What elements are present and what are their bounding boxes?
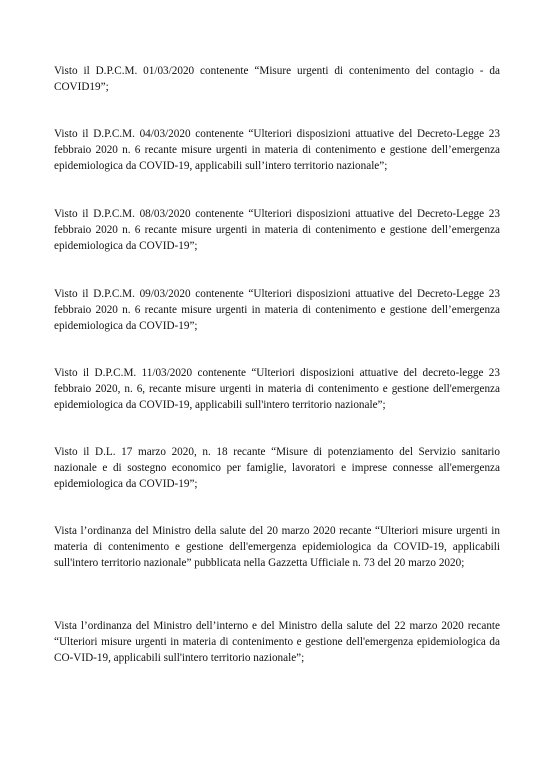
paragraph-dpcm-04-03-2020: Visto il D.P.C.M. 04/03/2020 contenente “Ulteriori disposizioni attuative del Decreto-Legge 23 febbraio 2020 n. 6 recante misure urgenti in materia di contenimento e gestione dell’emergenza epidemiologica da COVID-19, applicabili sull’intero territorio nazionale”; [54,128,500,172]
paragraph-ordinanza-20-03-2020: Vista l’ordinanza del Ministro della salute del 20 marzo 2020 recante “Ulteriori misure urgenti in materia di contenimento e gestione dell'emergenza epidemiologica da COVID-19, applicabili sull'intero territorio nazionale” pubblicata nella Gazzetta Ufficiale n. 73 del 20 marzo 2020; [54,525,500,569]
paragraph-dpcm-09-03-2020: Visto il D.P.C.M. 09/03/2020 contenente “Ulteriori disposizioni attuative del Decreto-Legge 23 febbraio 2020 n. 6 recante misure urgenti in materia di contenimento e gestione dell’emergenza epidemiologica da COVID-19”; [54,288,500,332]
paragraph-dl-17-03-2020: Visto il D.L. 17 marzo 2020, n. 18 recante “Misure di potenziamento del Servizio sanitario nazionale e di sostegno economico per famiglie, lavoratori e imprese connesse all'emergenza epidemiologica da COVID-19”; [54,446,500,490]
paragraph-ordinanza-22-03-2020: Vista l’ordinanza del Ministro dell’interno e del Ministro della salute del 22 marzo 2020 recante “Ulteriori misure urgenti in materia di contenimento e gestione dell'emergenza epidemiologica da CO-VID-19, applicabili sull'intero territorio nazionale”; [54,620,500,664]
paragraph-dpcm-11-03-2020: Visto il D.P.C.M. 11/03/2020 contenente “Ulteriori disposizioni attuative del decreto-legge 23 febbraio 2020, n. 6, recante misure urgenti in materia di contenimento e gestione dell'emergenza epidemiologica da COVID-19, applicabili sull'intero territorio nazionale”; [54,367,500,411]
paragraph-dpcm-08-03-2020: Visto il D.P.C.M. 08/03/2020 contenente “Ulteriori disposizioni attuative del Decreto-Legge 23 febbraio 2020 n. 6 recante misure urgenti in materia di contenimento e gestione dell’emergenza epidemiologica da COVID-19”; [54,208,500,252]
paragraph-dpcm-01-03-2020: Visto il D.P.C.M. 01/03/2020 contenente “Misure urgenti di contenimento del contagio - da COVID19”; [54,65,500,93]
